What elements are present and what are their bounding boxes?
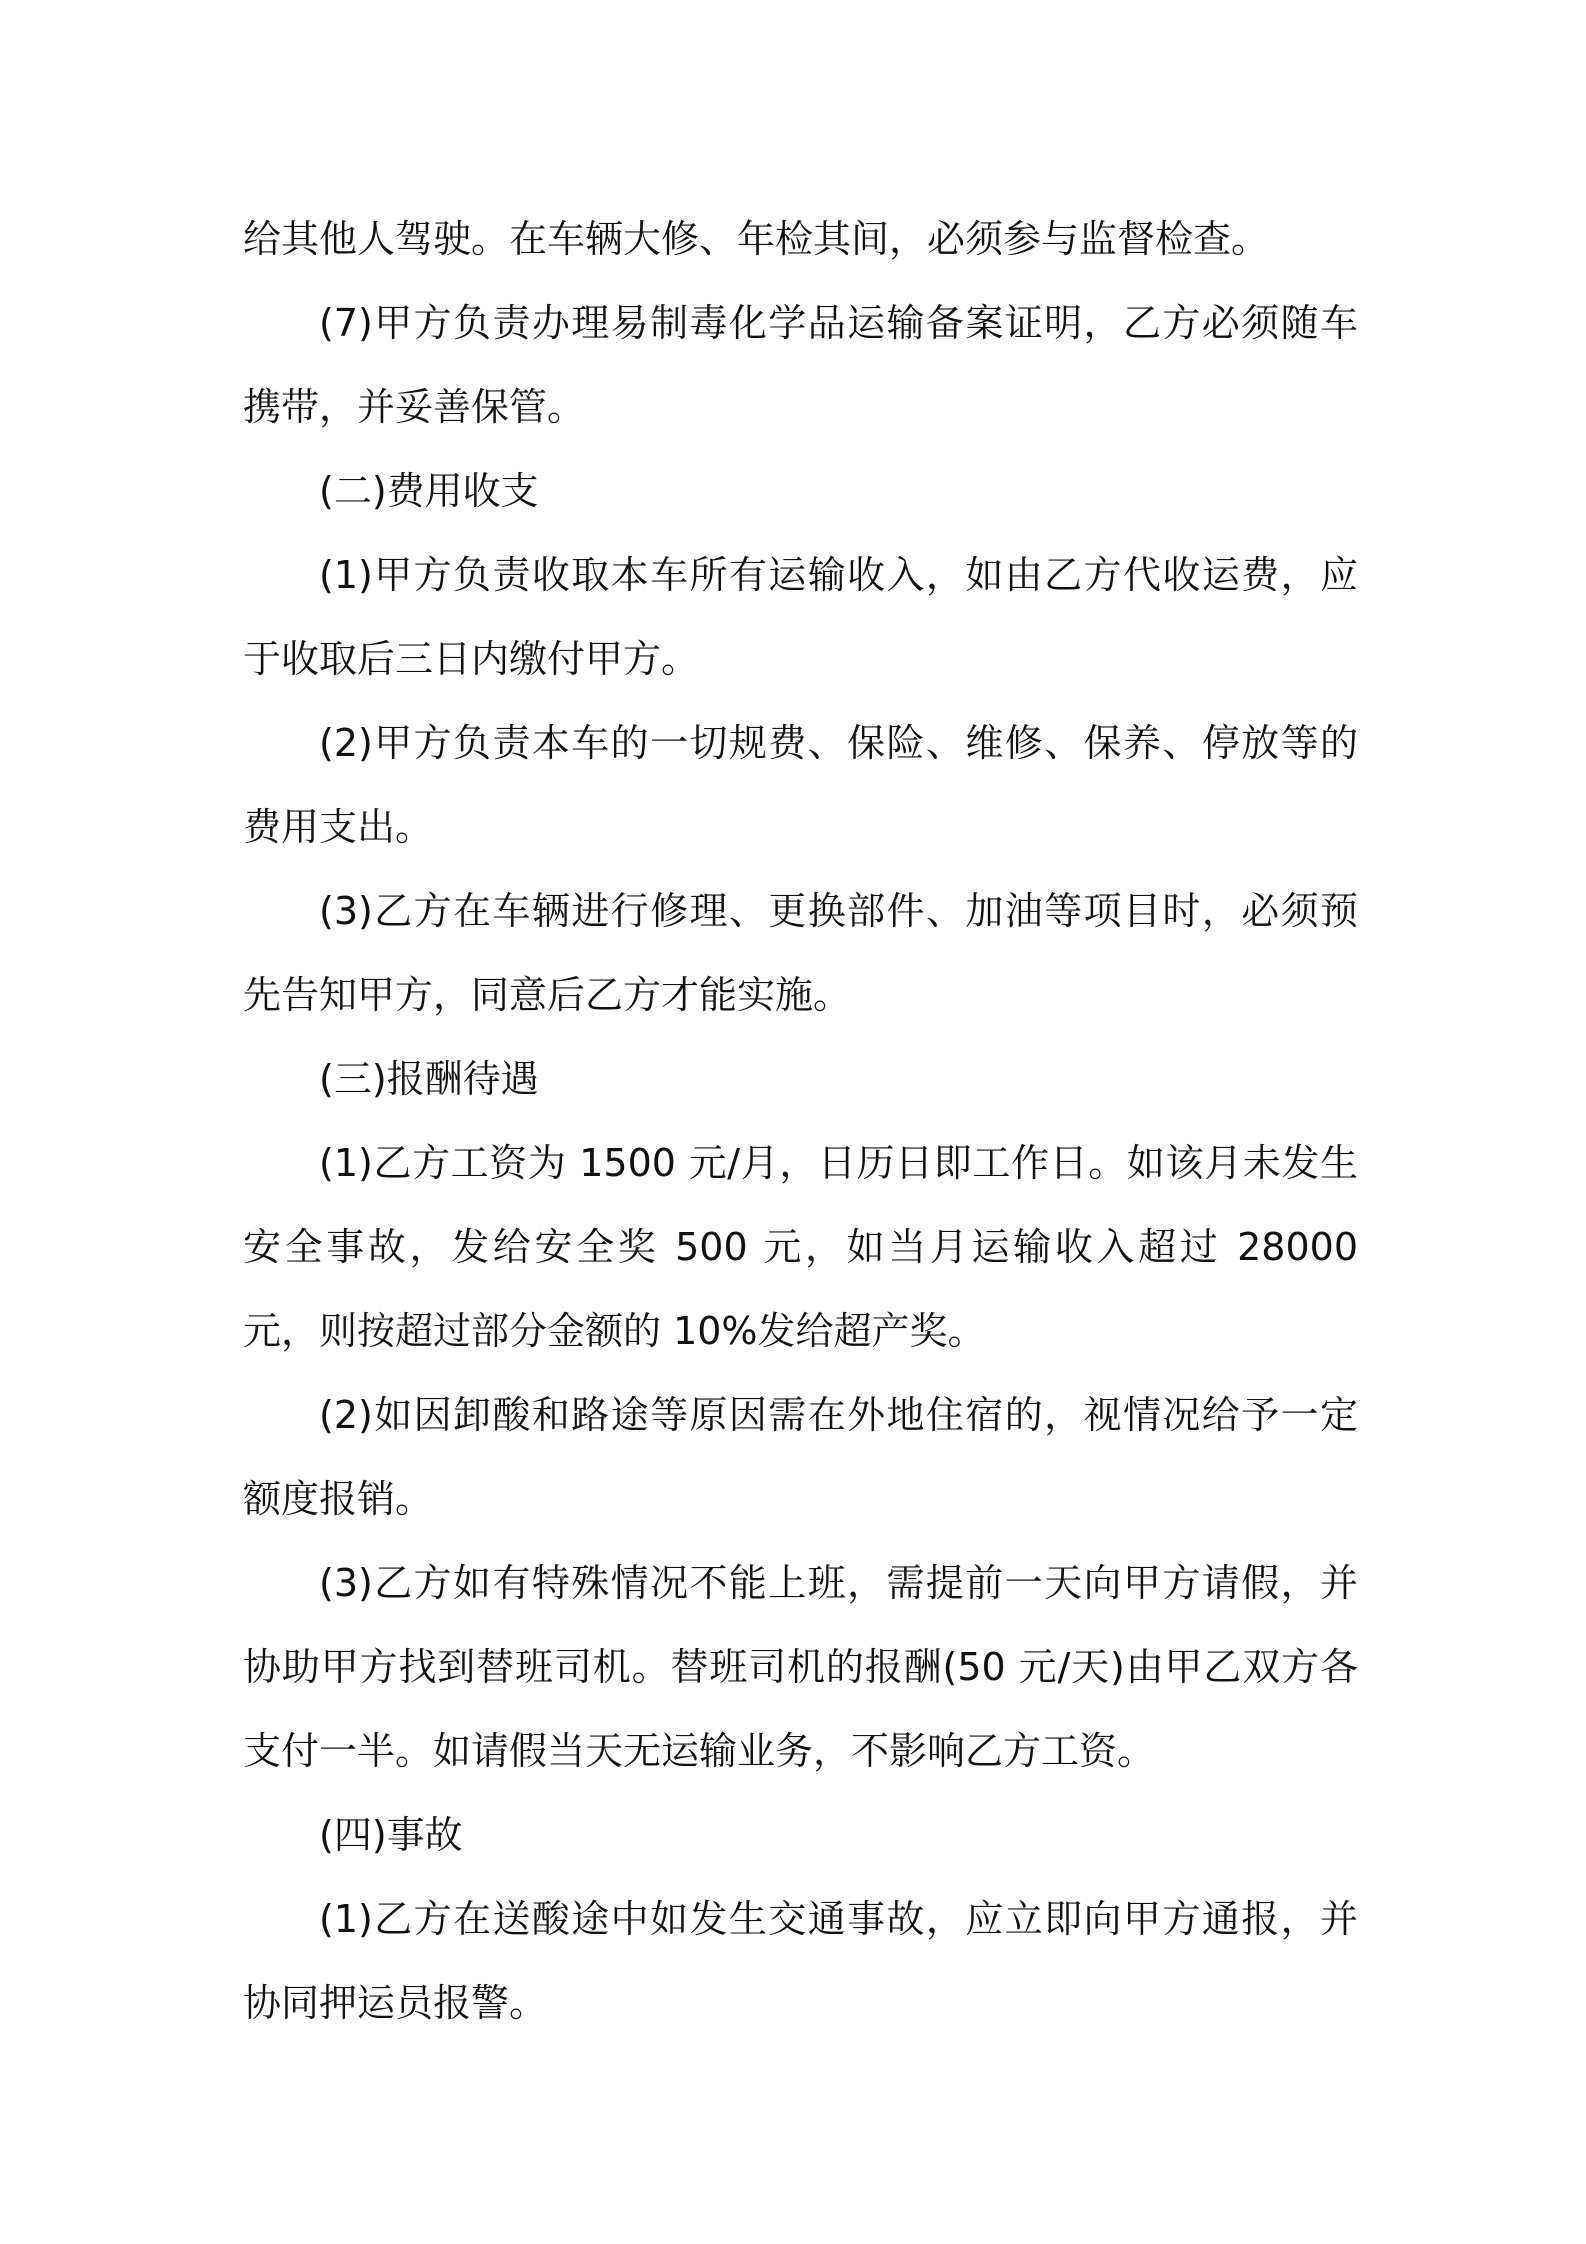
paragraph-item-7: (7)甲方负责办理易制毒化学品运输备案证明，乙方必须随车携带，并妥善保管。 <box>243 301 1358 429</box>
paragraph-fees-2: (2)甲方负责本车的一切规费、保险、维修、保养、停放等的费用支出。 <box>243 721 1358 849</box>
paragraph-pay-3: (3)乙方如有特殊情况不能上班，需提前一天向甲方请假，并协助甲方找到替班司机。替班司机的报酬(50 元/天)由甲乙双方各支付一半。如请假当天无运输业务，不影响乙方工资。 <box>243 1561 1358 1773</box>
paragraph-fees-3: (3)乙方在车辆进行修理、更换部件、加油等项目时，必须预先告知甲方，同意后乙方才能实施。 <box>243 889 1358 1017</box>
paragraph-accident-1: (1)乙方在送酸途中如发生交通事故，应立即向甲方通报，并协同押运员报警。 <box>243 1897 1358 2025</box>
paragraph-continuation: 给其他人驾驶。在车辆大修、年检其间，必须参与监督检查。 <box>243 217 1270 261</box>
paragraph-pay-2: (2)如因卸酸和路途等原因需在外地住宿的，视情况给予一定额度报销。 <box>243 1393 1358 1521</box>
section-heading-accident: (四)事故 <box>319 1813 463 1857</box>
paragraph-pay-1: (1)乙方工资为 1500 元/月，日历日即工作日。如该月未发生安全事故，发给安全奖 500 元，如当月运输收入超过 28000 元，则按超过部分金额的 10%发给超产奖。 <box>243 1141 1358 1353</box>
paragraph-fees-1: (1)甲方负责收取本车所有运输收入，如由乙方代收运费，应于收取后三日内缴付甲方。 <box>243 553 1358 681</box>
section-heading-fees: (二)费用收支 <box>319 469 539 513</box>
section-heading-pay: (三)报酬待遇 <box>319 1057 539 1101</box>
document-body <box>243 197 1358 2045</box>
